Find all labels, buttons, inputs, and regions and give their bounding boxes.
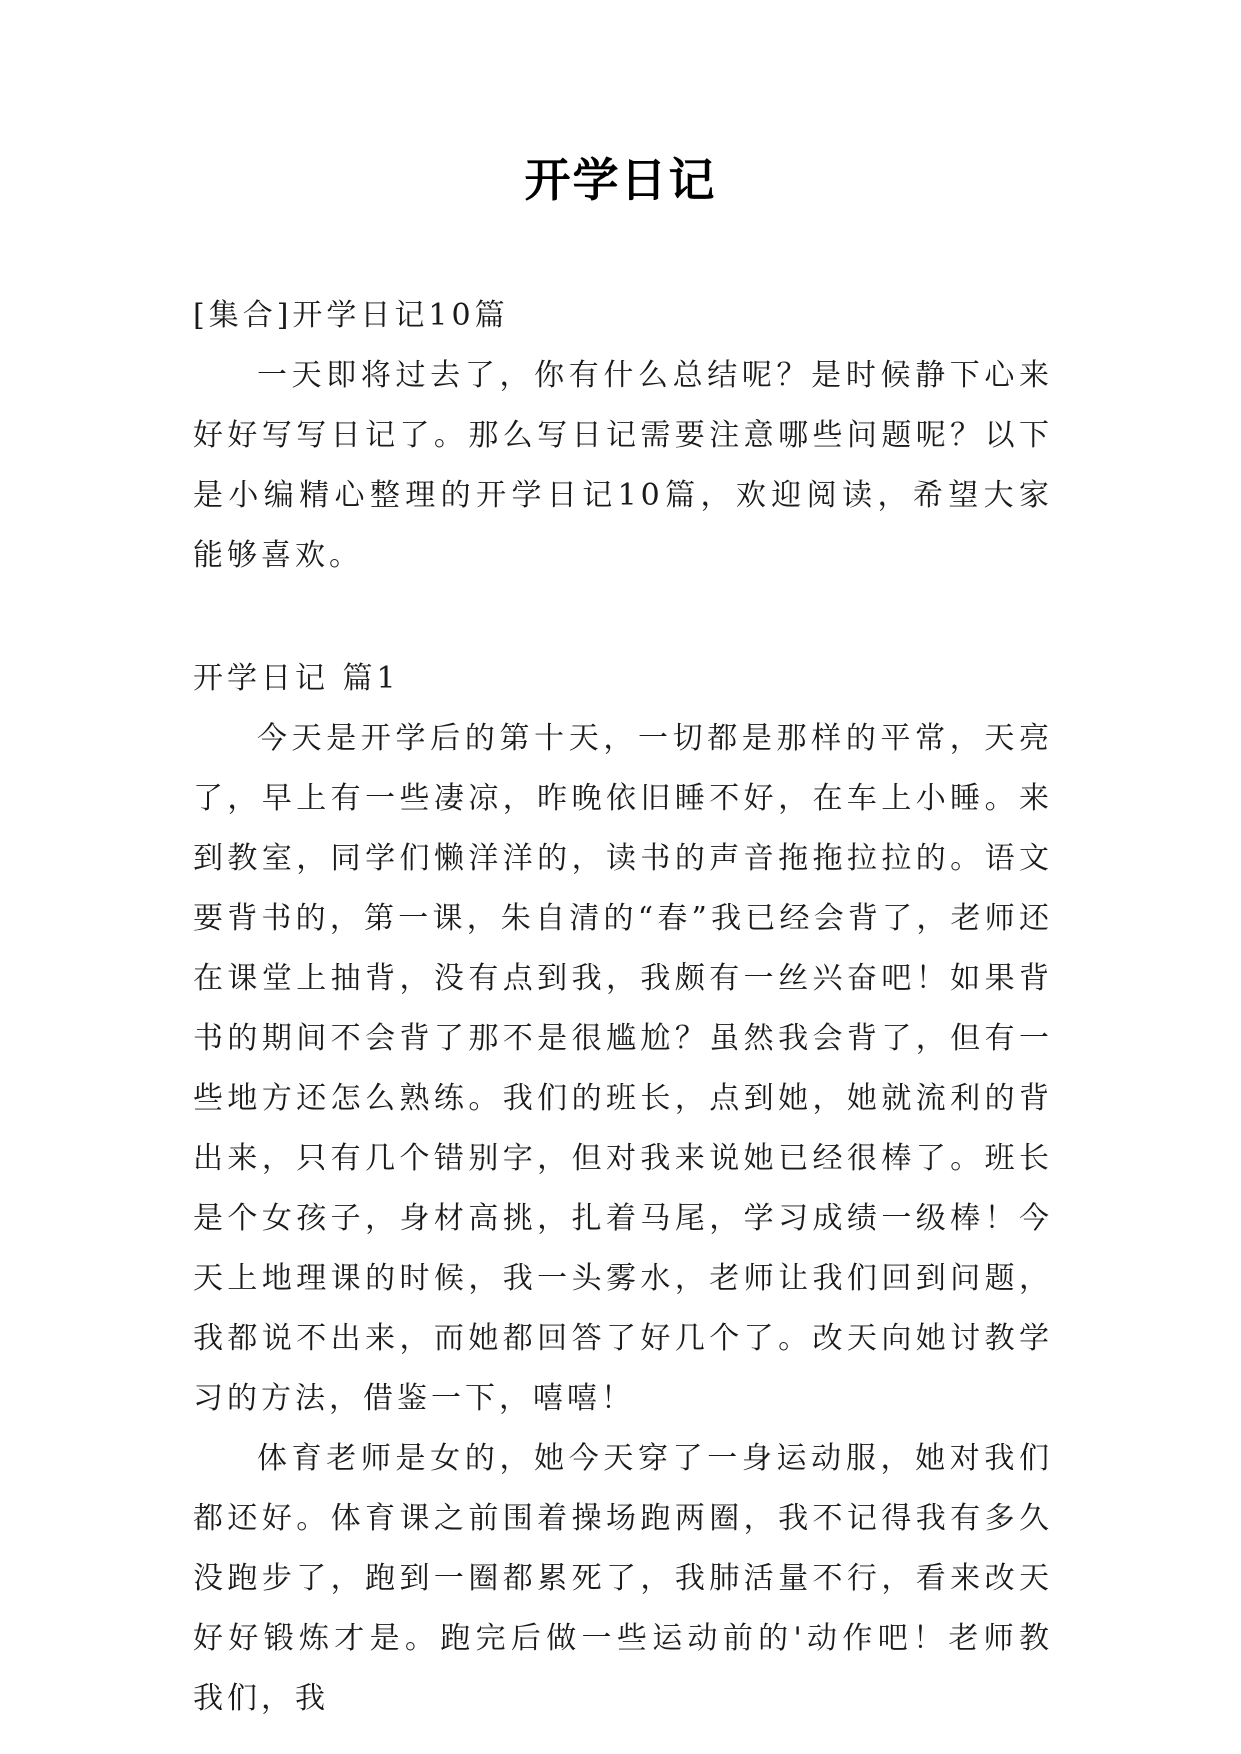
section-spacer — [193, 586, 1053, 649]
section-heading: 开学日记 篇1 — [193, 661, 400, 696]
body-paragraph: 今天是开学后的第十天，一切都是那样的平常，天亮了，早上有一些凄凉，昨晚依旧睡不好，在车上小睡。来到教室，同学们懒洋洋的，读书的声音拖拖拉拉的。语文要背书的，第一课，朱自清的“春”我已经会背了，老师还在课堂上抽背，没有点到我，我颇有一丝兴奋吧！如果背书的期间不会背了那不是很尴尬？虽然我会背了，但有一些地方还怎么熟练。我们的班长，点到她，她就流利的背出来，只有几个错别字，但对我来说她已经很棒了。班长是个女孩子，身材高挑，扎着马尾，学习成绩一级棒！今天上地理课的时候，我一头雾水，老师让我们回到问题，我都说不出来，而她都回答了好几个了。改天向她讨教学习的方法，借鉴一下，嘻嘻！ — [193, 721, 1053, 1416]
subtitle: [集合]开学日记10篇 — [193, 298, 509, 333]
intro-paragraph: 一天即将过去了，你有什么总结呢？是时候静下心来好好写写日记了。那么写日记需要注意哪些问题呢？以下是小编精心整理的开学日记10篇，欢迎阅读，希望大家能够喜欢。 — [193, 358, 1053, 573]
page-title: 开学日记 — [524, 153, 717, 207]
body-paragraph: 体育老师是女的，她今天穿了一身运动服，她对我们都还好。体育课之前围着操场跑两圈，我不记得我有多久没跑步了，跑到一圈都累死了，我肺活量不行，看来改天好好锻炼才是。跑完后做一些运动前的'动作吧！老师教我们，我 — [193, 1441, 1053, 1716]
document-body — [193, 286, 1053, 1729]
